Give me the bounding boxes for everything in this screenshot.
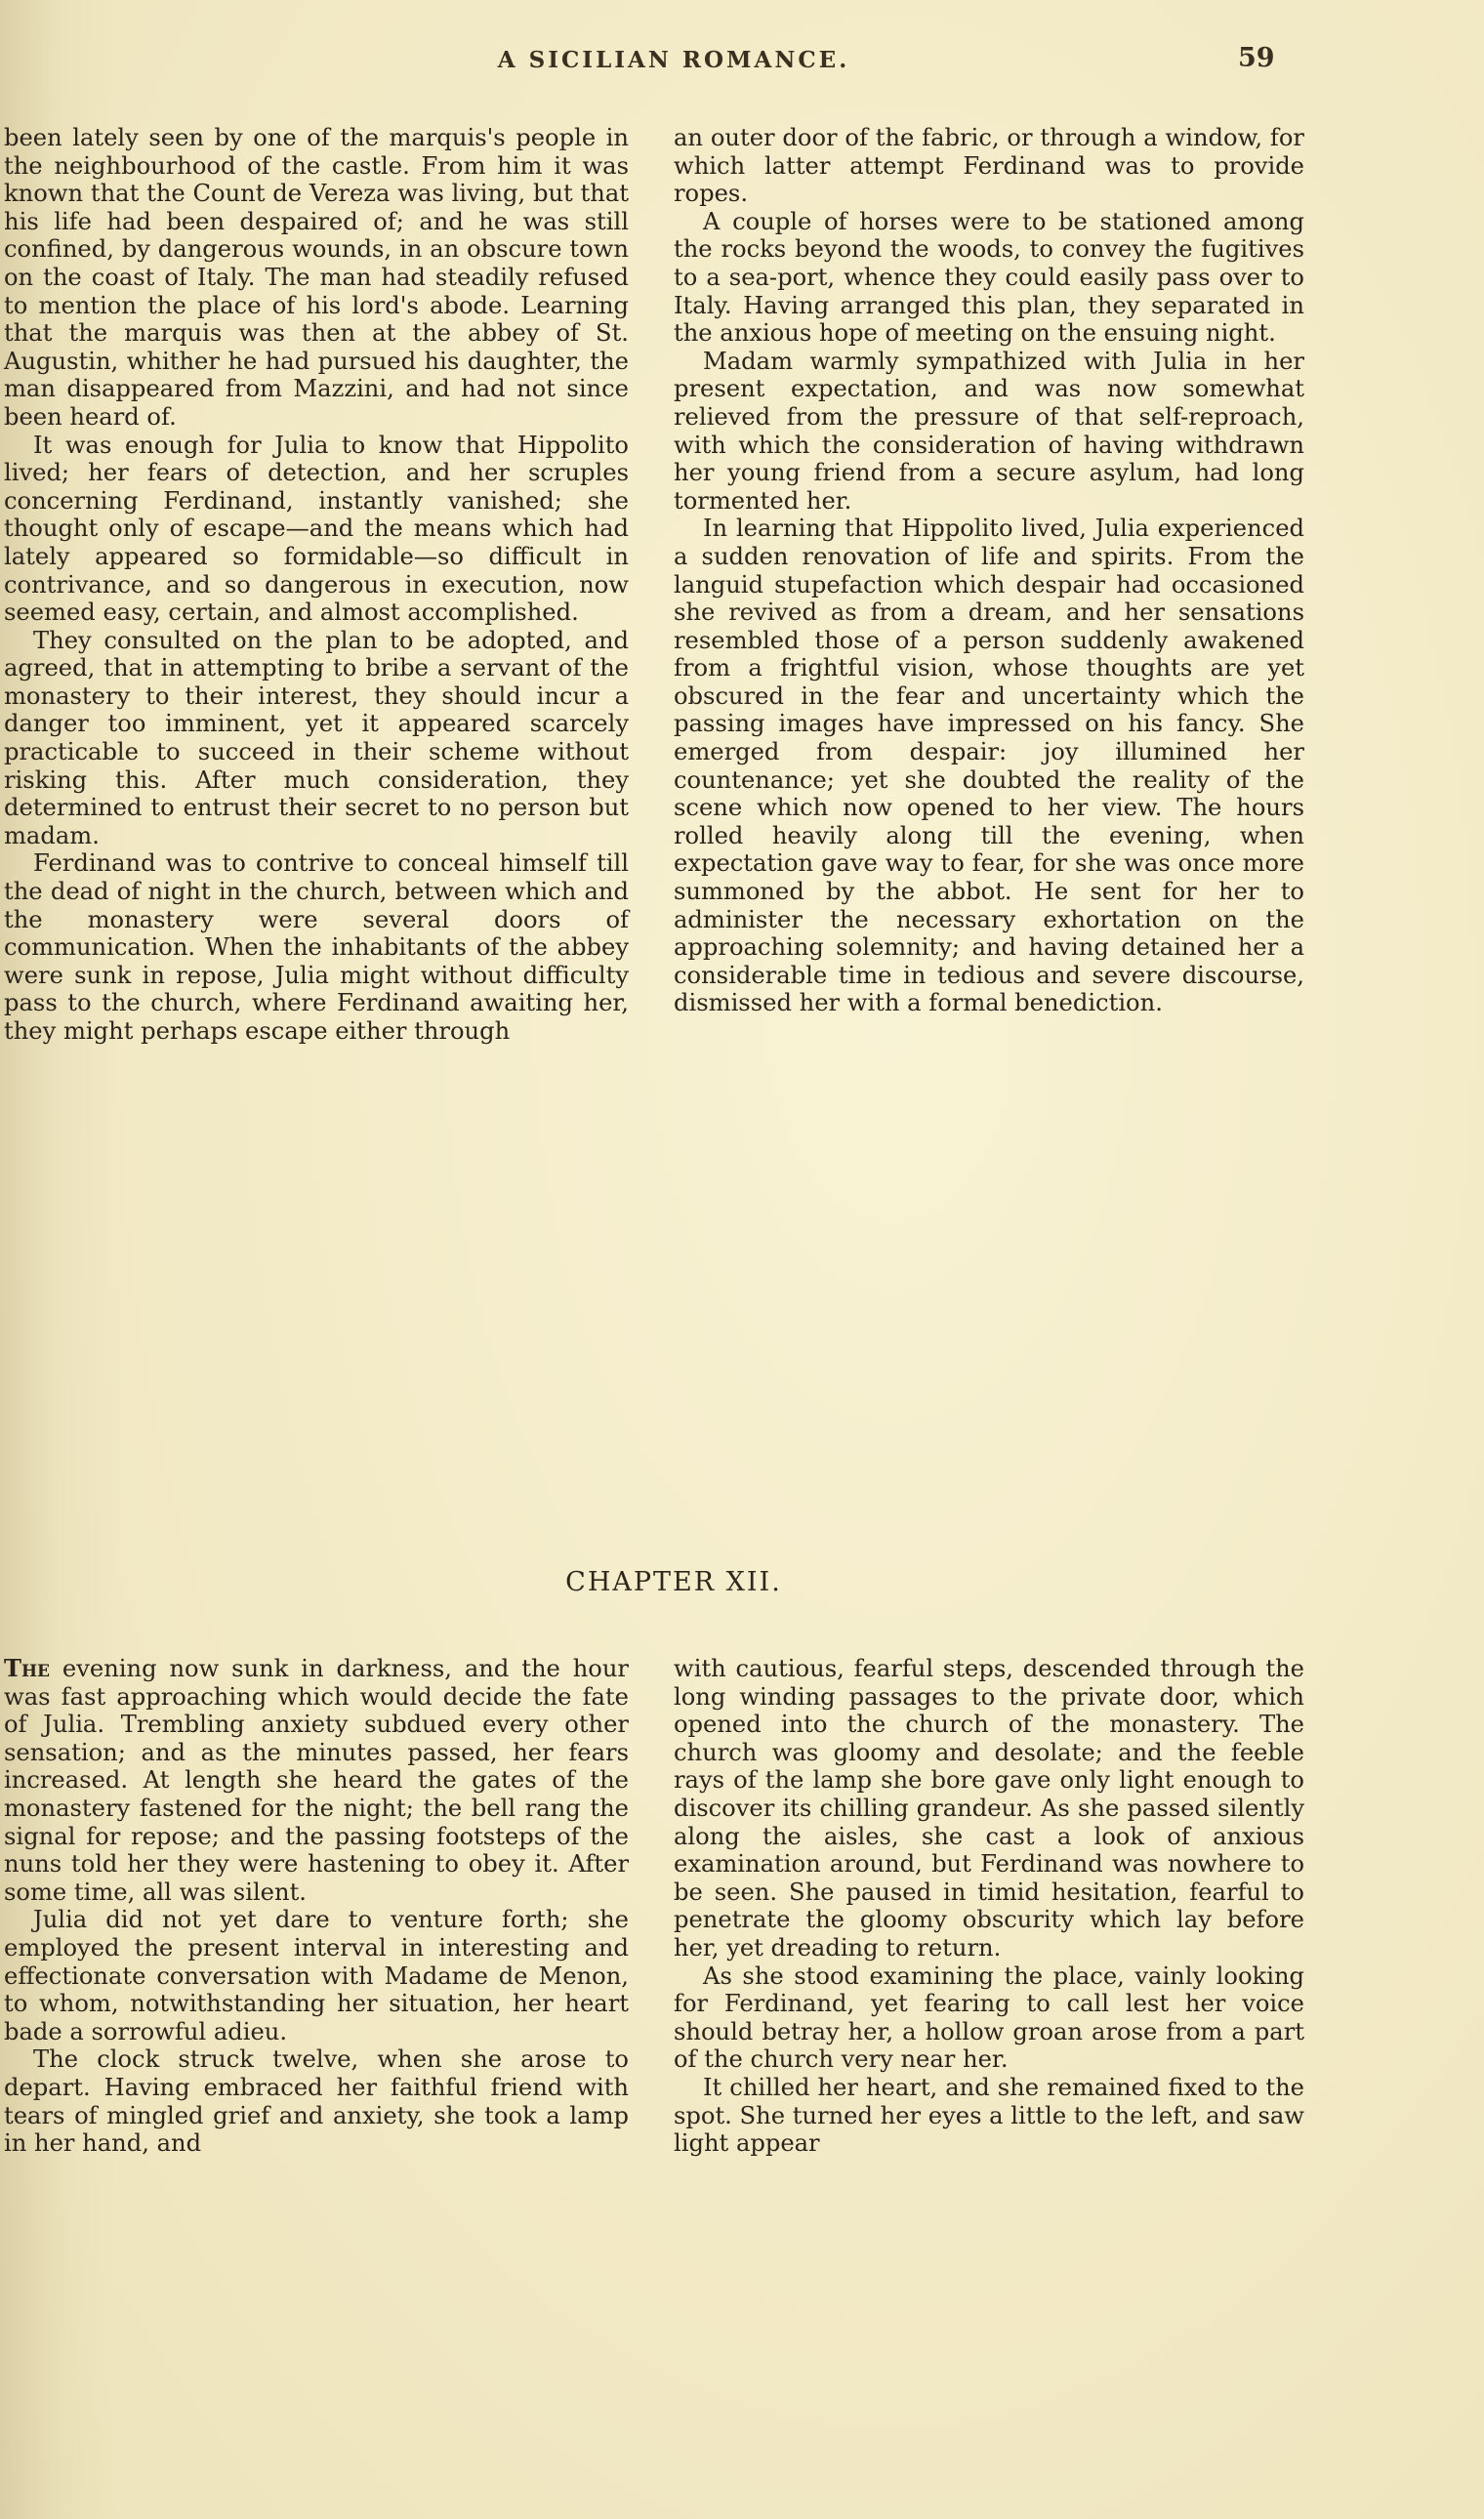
bottom-right-column — [674, 1655, 1304, 2158]
paragraph: In learning that Hippolito lived, Julia experienced a sudden renovation of life and spirits. From the languid stupefaction which despair had occasioned she revived as from a dream, and her sensations resembled those of a person suddenly awakened from a frightful vision, whose thoughts are yet obscured in the fear and uncertainty which the passing images have impressed on his fancy. She emerged from despair: joy illumined her countenance; yet she doubted the reality of the scene which now opened to her view. The hours rolled heavily along till the evening, when expectation gave way to fear, for she was once more summoned by the abbot. He sent for her to administer the necessary exhortation on the approaching solemnity; and having detained her a considerable time in tedious and severe discourse, dismissed her with a formal benediction. — [674, 515, 1304, 1017]
top-left-column — [4, 124, 629, 1046]
paragraph: been lately seen by one of the marquis's people in the neighbourhood of the castle. From him it was known that the Count de Vereza was living, but that his life had been despaired of; and he was still confined, by dangerous wounds, in an obscure town on the coast of Italy. The man had steadily refused to mention the place of his lord's abode. Learning that the marquis was then at the abbey of St. Augustin, whither he had pursued his daughter, the man disappeared from Mazzini, and had not since been heard of. — [4, 124, 629, 431]
paragraph: an outer door of the fabric, or through a window, for which latter attempt Ferdinand was to provide ropes. — [674, 124, 1304, 208]
paragraph: A couple of horses were to be stationed among the rocks beyond the woods, to convey the fugitives to a sea-port, whence they could easily pass over to Italy. Having arranged this plan, they separated in the anxious hope of meeting on the ensuing night. — [674, 207, 1304, 348]
opening-word: The — [4, 1654, 51, 1682]
paragraph: Ferdinand was to contrive to conceal himself till the dead of night in the church, between which and the monastery were several doors of communication. When the inhabitants of the abbey were sunk in repose, Julia might without difficulty pass to the church, where Ferdinand awaiting her, they might perhaps escape either through — [4, 849, 629, 1045]
paragraph: As she stood examining the place, vainly looking for Ferdinand, yet fearing to call lest her voice should betray her, a hollow groan arose from a part of the church very near her. — [674, 1962, 1304, 2074]
paragraph: They consulted on the plan to be adopted, and agreed, that in attempting to bribe a servant of the monastery to their interest, they should incur a danger too imminent, yet it appeared scarcely practicable to succeed in their scheme without risking this. After much consideration, they determined to entrust their secret to no person but madam. — [4, 626, 629, 849]
top-right-column — [674, 124, 1304, 1017]
chapter-heading: CHAPTER XII. — [565, 1567, 782, 1597]
paragraph: with cautious, fearful steps, descended through the long winding passages to the private door, which opened into the church of the monastery. The church was gloomy and desolate; and the feeble rays of the lamp she bore gave only light enough to discover its chilling grandeur. As she passed silently along the aisles, she cast a look of anxious examination around, but Ferdinand was nowhere to be seen. She paused in timid hesitation, fearful to penetrate the gloomy obscurity which lay before her, yet dreading to return. — [674, 1655, 1304, 1962]
paragraph: The clock struck twelve, when she arose to depart. Having embraced her faithful friend with tears of mingled grief and anxiety, she took a lamp in her hand, and — [4, 2045, 629, 2158]
bottom-left-column — [4, 1655, 629, 2158]
running-title: A SICILIAN ROMANCE. — [497, 47, 850, 73]
chapter-opening-paragraph — [4, 1655, 629, 1906]
paragraph: It was enough for Julia to know that Hippolito lived; her fears of detection, and her scruples concerning Ferdinand, instantly vanished; she thought only of escape—and the means which had lately appeared so formidable—so difficult in contrivance, and so dangerous in execution, now seemed easy, certain, and almost accomplished. — [4, 431, 629, 627]
opening-text: evening now sunk in darkness, and the hour was fast approaching which would decide the fate of Julia. Trembling anxiety subdued every other sensation; and as the minutes passed, her fears increased. At length she heard the gates of the monastery fastened for the night; the bell rang the signal for repose; and the passing footsteps of the nuns told her they were hastening to obey it. After some time, all was silent. — [4, 1655, 629, 1906]
page-number: 59 — [1238, 43, 1275, 73]
paragraph: Madam warmly sympathized with Julia in her present expectation, and was now somewhat relieved from the pressure of that self-reproach, with which the consideration of having withdrawn her young friend from a secure asylum, had long tormented her. — [674, 347, 1304, 515]
paragraph: It chilled her heart, and she remained fixed to the spot. She turned her eyes a little to the left, and saw light appear — [674, 2073, 1304, 2158]
paragraph: Julia did not yet dare to venture forth; she employed the present interval in interesting and effectionate conversation with Madame de Menon, to whom, notwithstanding her situation, her heart bade a sorrowful adieu. — [4, 1906, 629, 2045]
